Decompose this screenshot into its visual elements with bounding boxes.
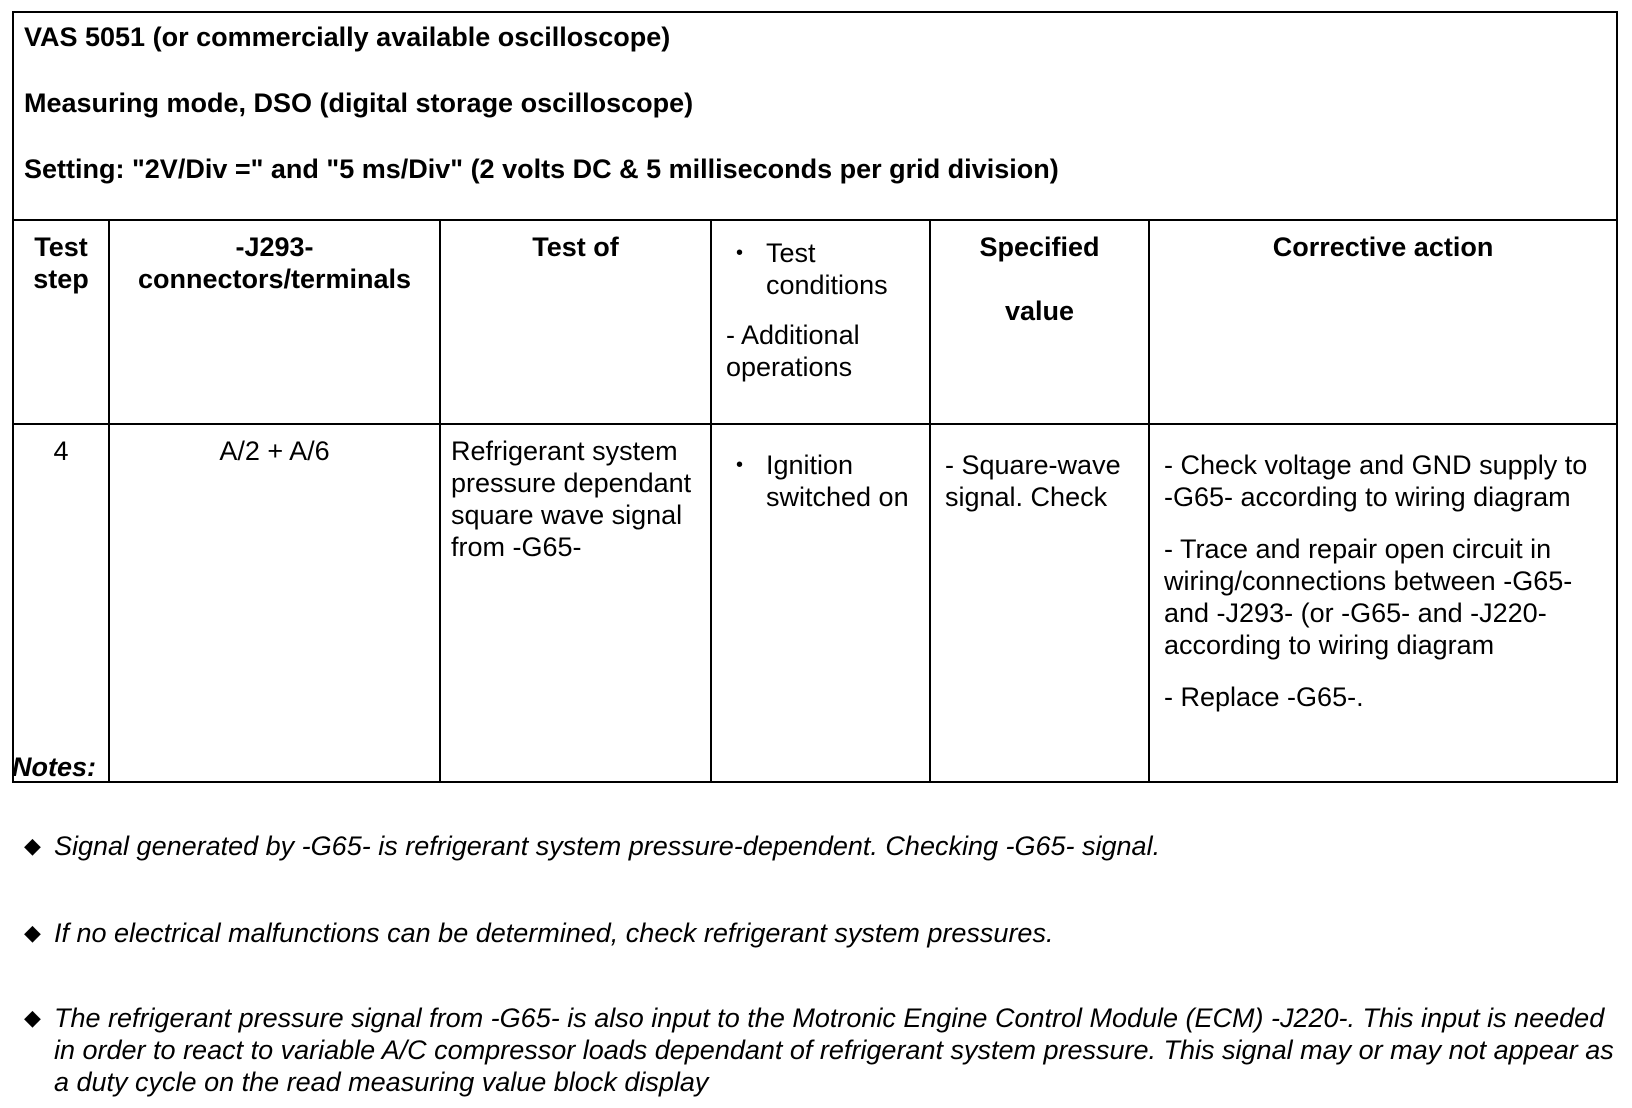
cell-condition xyxy=(711,424,930,782)
note-text: The refrigerant pressure signal from -G65- is also input to the Motronic Engine Control Module (ECM) -J220-. This input is needed in order to react to variable A/C compressor loads dependant of refrigerant system pressure. This signal may or may not appear as a duty cycle on the read measuring value block display xyxy=(54,1003,1614,1097)
bullet-icon: • xyxy=(736,242,744,264)
corrective-item: - Replace -G65-. xyxy=(1164,682,1364,712)
value-label: value xyxy=(1004,296,1075,326)
diamond-bullet-icon: ◆ xyxy=(24,833,41,858)
cell-corrective xyxy=(1149,424,1617,782)
condition-text: Ignition switched on xyxy=(766,450,909,512)
column-test-of: Test of xyxy=(440,220,711,424)
notes-title: Notes: xyxy=(12,752,97,782)
column-corrective-action: Corrective action xyxy=(1149,220,1617,424)
header-setting: Setting: "2V/Div =" and "5 ms/Div" (2 volts DC & 5 milliseconds per grid division) xyxy=(24,154,1059,184)
cell-step: 4 xyxy=(13,424,109,782)
conditions-label: Test conditions xyxy=(766,238,888,300)
cell-specified: - Square-wave signal. Check xyxy=(930,424,1149,782)
note-item xyxy=(24,830,1624,862)
specified-label: Specified xyxy=(979,232,1100,262)
bullet-icon: • xyxy=(736,454,744,476)
column-test-step: Test step xyxy=(13,220,109,424)
diamond-bullet-icon: ◆ xyxy=(24,920,41,945)
column-specified-value xyxy=(930,220,1149,424)
diamond-bullet-icon: ◆ xyxy=(24,1005,41,1030)
header-mode: Measuring mode, DSO (digital storage oscilloscope) xyxy=(24,88,694,118)
column-connectors: -J293- connectors/terminals xyxy=(109,220,440,424)
test-table xyxy=(12,11,1618,783)
header-tool: VAS 5051 (or commercially available oscilloscope) xyxy=(24,22,671,52)
note-item xyxy=(24,1002,1624,1098)
column-conditions xyxy=(711,220,930,424)
table-header xyxy=(13,12,1617,220)
corrective-item: - Trace and repair open circuit in wiring/connections between -G65- and -J293- (or -G65- and -J220- according to wiring diagram xyxy=(1164,534,1573,660)
additional-operations-label: - Additional operations xyxy=(726,320,860,382)
cell-test-of: Refrigerant system pressure dependant square wave signal from -G65- xyxy=(440,424,711,782)
note-text: Signal generated by -G65- is refrigerant system pressure-dependent. Checking -G65- signal. xyxy=(54,831,1161,861)
note-item xyxy=(24,917,1624,949)
cell-terminals: A/2 + A/6 xyxy=(109,424,440,782)
corrective-item: - Check voltage and GND supply to -G65- according to wiring diagram xyxy=(1164,450,1588,512)
note-text: If no electrical malfunctions can be determined, check refrigerant system pressures. xyxy=(54,918,1054,948)
table-row xyxy=(13,424,1617,782)
